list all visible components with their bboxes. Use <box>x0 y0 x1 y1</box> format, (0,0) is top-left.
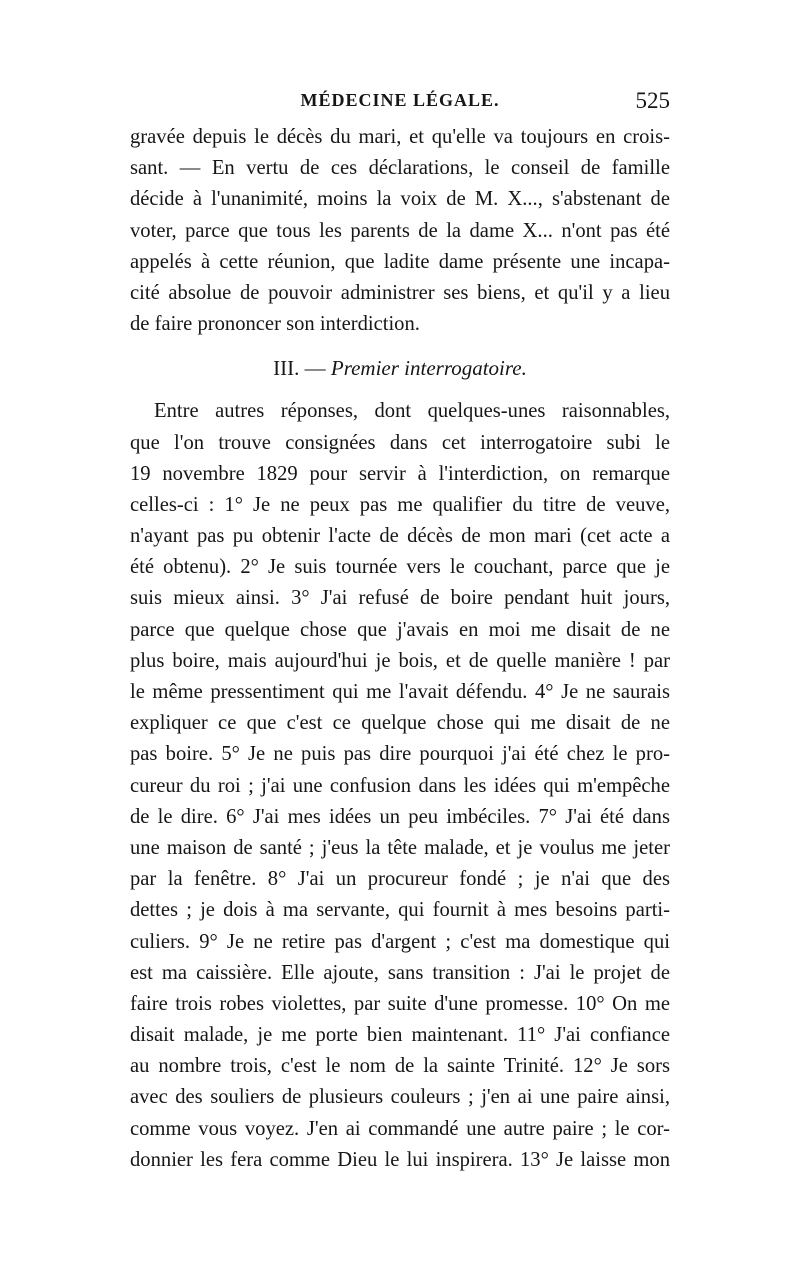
text-line: faire trois robes violettes, par suite d'une promesse. 10° On me <box>130 992 670 1015</box>
text-line: suis mieux ainsi. 3° J'ai refusé de boire pendant huit jours, <box>130 587 670 610</box>
text-line: est ma caissière. Elle ajoute, sans transition : J'ai le projet de <box>130 961 670 984</box>
text-line: dettes ; je dois à ma servante, qui fournit à mes besoins parti- <box>130 899 670 922</box>
text-line: de faire prononcer son interdiction. <box>130 313 420 336</box>
text-line: une maison de santé ; j'eus la tête malade, et je voulus me jeter <box>130 836 670 859</box>
text-line: pas boire. 5° Je ne puis pas dire pourquoi j'ai été chez le pro- <box>130 743 670 766</box>
text-line: cureur du roi ; j'ai une confusion dans les idées qui m'empêche <box>130 774 670 797</box>
text-line: plus boire, mais aujourd'hui je bois, et de quelle manière ! par <box>130 649 670 672</box>
text-line: de le dire. 6° J'ai mes idées un peu imbéciles. 7° J'ai été dans <box>130 805 670 828</box>
page-header <box>130 90 670 120</box>
running-title: MÉDECINE LÉGALE. <box>300 90 500 110</box>
text-line: que l'on trouve consignées dans cet interrogatoire subi le <box>130 431 670 454</box>
text-line: donnier les fera comme Dieu le lui inspirera. 13° Je laisse mon <box>130 1148 670 1171</box>
text-line: parce que quelque chose que j'avais en moi me disait de ne <box>130 618 670 641</box>
section-title: Premier interrogatoire. <box>330 356 527 381</box>
section-heading <box>130 340 670 396</box>
page-number: 525 <box>635 88 670 113</box>
text-line: cité absolue de pouvoir administrer ses biens, et qu'il y a lieu <box>130 281 670 304</box>
text-line: Entre autres réponses, dont quelques-unes raisonnables, <box>154 400 670 423</box>
text-line: par la fenêtre. 8° J'ai un procureur fondé ; je n'ai que des <box>130 868 670 891</box>
text-line: 19 novembre 1829 pour servir à l'interdiction, on remarque <box>130 462 670 485</box>
text-line: le même pressentiment qui me l'avait défendu. 4° Je ne saurais <box>130 681 670 703</box>
text-line: celles-ci : 1° Je ne peux pas me qualifier du titre de veuve, <box>130 493 670 516</box>
text-line: avec des souliers de plusieurs couleurs ; j'en ai une paire ainsi, <box>130 1086 670 1109</box>
paragraph <box>130 396 670 1176</box>
text-line: culiers. 9° Je ne retire pas d'argent ; c'est ma domestique qui <box>130 930 670 953</box>
text-line: disait malade, je me porte bien maintenant. 11° J'ai confiance <box>130 1024 670 1047</box>
text-line: comme vous voyez. J'en ai commandé une autre paire ; le cor- <box>130 1117 670 1140</box>
text-line: décide à l'unanimité, moins la voix de M. X..., s'abstenant de <box>130 188 670 211</box>
text-line: n'ayant pas pu obtenir l'acte de décès de mon mari (cet acte a <box>130 525 670 548</box>
text-line: voter, parce que tous les parents de la dame X... n'ont pas été <box>130 219 670 242</box>
text-line: été obtenu). 2° Je suis tournée vers le couchant, parce que je <box>130 556 670 579</box>
text-line: gravée depuis le décès du mari, et qu'elle va toujours en crois- <box>130 126 670 148</box>
body-text <box>130 122 670 1176</box>
text-line: expliquer ce que c'est ce quelque chose qui me disait de ne <box>130 712 670 735</box>
section-number: III. — <box>273 356 326 381</box>
text-line: au nombre trois, c'est le nom de la sainte Trinité. 12° Je sors <box>130 1055 670 1078</box>
text-line: sant. — En vertu de ces déclarations, le conseil de famille <box>130 157 670 180</box>
paragraph <box>130 122 670 340</box>
text-line: appelés à cette réunion, que ladite dame présente une incapa- <box>130 250 670 273</box>
